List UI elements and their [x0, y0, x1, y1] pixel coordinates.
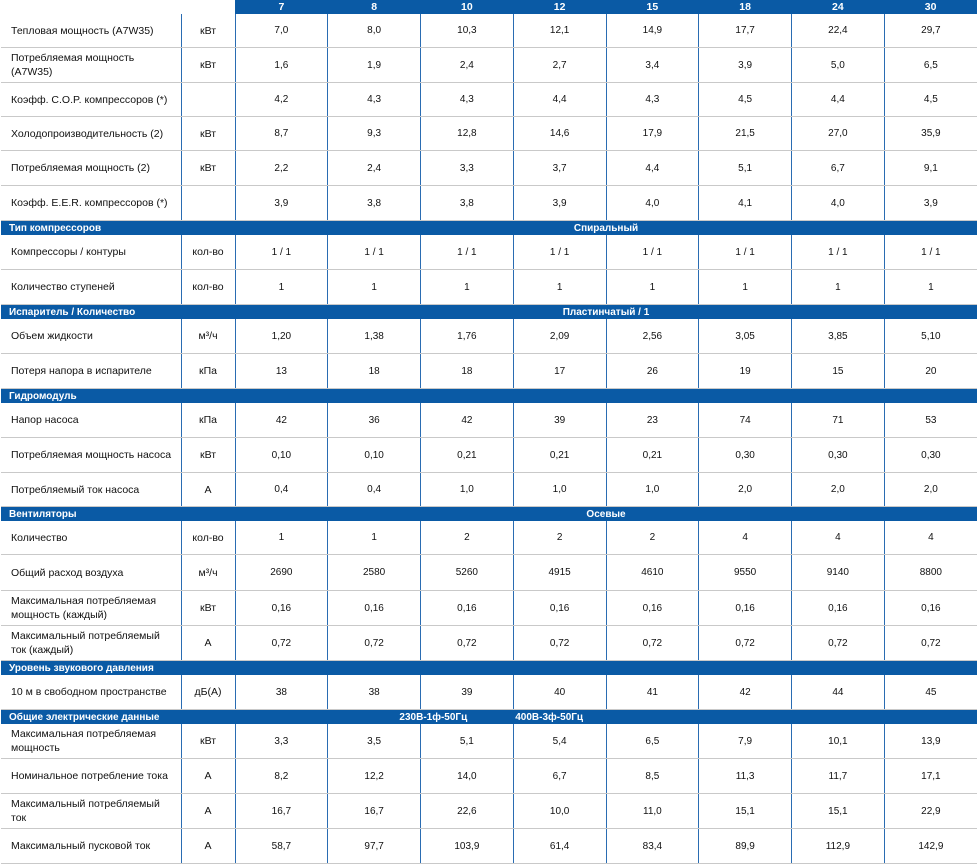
value-cell: 0,72	[699, 626, 792, 661]
value-cell: 15,1	[792, 794, 885, 829]
row-unit: А	[181, 829, 235, 864]
value-cell: 41	[606, 675, 699, 710]
value-cell: 29,7	[884, 14, 977, 48]
value-cell: 3,8	[421, 186, 514, 221]
value-cell: 74	[699, 403, 792, 438]
value-cell: 4,3	[421, 83, 514, 117]
row-label: Максимальный потребляемый ток (каждый)	[1, 626, 181, 661]
value-cell: 36	[328, 403, 421, 438]
row-label: Тепловая мощность (A7W35)	[1, 14, 181, 48]
value-cell: 5,1	[699, 151, 792, 186]
row-label: Потребляемая мощность (A7W35)	[1, 48, 181, 83]
row-unit: А	[181, 794, 235, 829]
value-cell: 1	[328, 270, 421, 305]
row-unit: кВт	[181, 48, 235, 83]
section-value: Пластинчатый / 1	[235, 305, 977, 320]
value-cell: 5260	[421, 555, 514, 591]
table-row	[1, 48, 977, 83]
table-row	[1, 521, 977, 555]
value-cell: 35,9	[884, 117, 977, 151]
value-cell: 1,6	[235, 48, 328, 83]
value-cell: 16,7	[328, 794, 421, 829]
value-cell: 4	[884, 521, 977, 555]
value-cell: 4	[792, 521, 885, 555]
value-cell: 5,10	[884, 319, 977, 354]
value-cell: 0,72	[421, 626, 514, 661]
value-cell: 1	[328, 521, 421, 555]
value-cell: 3,85	[792, 319, 885, 354]
value-cell: 0,30	[699, 438, 792, 473]
row-label: Потребляемая мощность (2)	[1, 151, 181, 186]
section-header-row	[1, 389, 977, 404]
value-cell: 1	[606, 270, 699, 305]
value-cell: 4,1	[699, 186, 792, 221]
value-cell: 2,0	[699, 473, 792, 507]
value-cell: 0,72	[606, 626, 699, 661]
value-cell: 10,3	[421, 14, 514, 48]
value-cell: 4,0	[606, 186, 699, 221]
table-row	[1, 724, 977, 759]
row-label: Максимальная потребляемая мощность (каждый)	[1, 591, 181, 626]
row-label: Количество ступеней	[1, 270, 181, 305]
value-cell: 8,5	[606, 759, 699, 794]
row-unit	[181, 186, 235, 221]
value-cell: 1,76	[421, 319, 514, 354]
value-cell: 42	[235, 403, 328, 438]
value-cell: 2,56	[606, 319, 699, 354]
value-cell: 45	[884, 675, 977, 710]
value-cell: 1	[513, 270, 606, 305]
value-cell: 0,10	[328, 438, 421, 473]
value-cell: 0,30	[792, 438, 885, 473]
value-cell: 2	[513, 521, 606, 555]
value-cell: 71	[792, 403, 885, 438]
value-cell: 1,0	[421, 473, 514, 507]
value-cell: 14,9	[606, 14, 699, 48]
value-cell: 1 / 1	[421, 235, 514, 270]
value-cell: 0,72	[792, 626, 885, 661]
section-title: Общие электрические данные	[1, 710, 235, 725]
table-row	[1, 794, 977, 829]
row-label: Напор насоса	[1, 403, 181, 438]
value-cell: 8,0	[328, 14, 421, 48]
value-cell: 17,1	[884, 759, 977, 794]
value-cell: 97,7	[328, 829, 421, 864]
value-cell: 2,7	[513, 48, 606, 83]
value-cell: 0,72	[235, 626, 328, 661]
section-value: Осевые	[235, 507, 977, 522]
value-cell: 1	[699, 270, 792, 305]
value-cell: 1	[235, 270, 328, 305]
value-cell: 3,9	[235, 186, 328, 221]
value-cell: 2	[606, 521, 699, 555]
value-cell: 17	[513, 354, 606, 389]
value-cell: 0,16	[421, 591, 514, 626]
value-cell: 3,9	[513, 186, 606, 221]
value-cell: 1 / 1	[884, 235, 977, 270]
value-cell: 15,1	[699, 794, 792, 829]
value-cell: 1 / 1	[792, 235, 885, 270]
section-value	[235, 389, 977, 404]
value-cell: 2,4	[328, 151, 421, 186]
row-label: Номинальное потребление тока	[1, 759, 181, 794]
row-unit: дБ(А)	[181, 675, 235, 710]
value-cell: 17,7	[699, 14, 792, 48]
value-cell: 18	[328, 354, 421, 389]
value-cell: 38	[328, 675, 421, 710]
model-column-header: 12	[513, 0, 606, 14]
row-unit: кВт	[181, 14, 235, 48]
value-cell: 83,4	[606, 829, 699, 864]
value-cell: 6,7	[792, 151, 885, 186]
table-row	[1, 403, 977, 438]
value-cell: 22,9	[884, 794, 977, 829]
row-label: Объем жидкости	[1, 319, 181, 354]
section-title: Тип компрессоров	[1, 221, 235, 236]
table-row	[1, 186, 977, 221]
value-cell: 12,1	[513, 14, 606, 48]
row-label: Компрессоры / контуры	[1, 235, 181, 270]
row-label: Максимальный пусковой ток	[1, 829, 181, 864]
row-unit: кВт	[181, 151, 235, 186]
row-label: Коэфф. E.E.R. компрессоров (*)	[1, 186, 181, 221]
model-column-header: 8	[328, 0, 421, 14]
value-cell: 0,16	[884, 591, 977, 626]
value-cell: 3,7	[513, 151, 606, 186]
value-cell: 142,9	[884, 829, 977, 864]
value-cell: 0,16	[235, 591, 328, 626]
table-row	[1, 319, 977, 354]
value-cell: 5,4	[513, 724, 606, 759]
value-cell: 4,4	[606, 151, 699, 186]
value-cell: 2580	[328, 555, 421, 591]
value-cell: 6,7	[513, 759, 606, 794]
value-cell: 2690	[235, 555, 328, 591]
row-unit: кПа	[181, 354, 235, 389]
value-cell: 0,72	[513, 626, 606, 661]
value-cell: 0,21	[421, 438, 514, 473]
table-row	[1, 438, 977, 473]
value-cell: 1 / 1	[606, 235, 699, 270]
value-cell: 3,8	[328, 186, 421, 221]
value-cell: 6,5	[606, 724, 699, 759]
value-cell: 1,0	[513, 473, 606, 507]
model-header-row	[1, 0, 977, 14]
value-cell: 1 / 1	[328, 235, 421, 270]
value-cell: 4915	[513, 555, 606, 591]
section-value-voltage-1ph: 230В-1ф-50Гц	[235, 710, 513, 725]
model-column-header: 15	[606, 0, 699, 14]
table-row	[1, 473, 977, 507]
value-cell: 0,72	[884, 626, 977, 661]
value-cell: 0,4	[235, 473, 328, 507]
value-cell: 14,0	[421, 759, 514, 794]
row-unit: кол-во	[181, 270, 235, 305]
section-header-row	[1, 661, 977, 676]
section-title: Вентиляторы	[1, 507, 235, 522]
row-unit: кВт	[181, 438, 235, 473]
value-cell: 0,16	[606, 591, 699, 626]
row-unit: кол-во	[181, 521, 235, 555]
value-cell: 0,16	[328, 591, 421, 626]
value-cell: 18	[421, 354, 514, 389]
value-cell: 4	[699, 521, 792, 555]
row-unit: А	[181, 473, 235, 507]
value-cell: 10,0	[513, 794, 606, 829]
value-cell: 3,9	[699, 48, 792, 83]
header-blank-cell	[1, 0, 181, 14]
value-cell: 1	[884, 270, 977, 305]
value-cell: 22,6	[421, 794, 514, 829]
value-cell: 11,7	[792, 759, 885, 794]
value-cell: 5,0	[792, 48, 885, 83]
value-cell: 53	[884, 403, 977, 438]
table-row	[1, 235, 977, 270]
value-cell: 1	[235, 521, 328, 555]
value-cell: 3,9	[884, 186, 977, 221]
value-cell: 0,72	[328, 626, 421, 661]
value-cell: 9,3	[328, 117, 421, 151]
table-row	[1, 83, 977, 117]
header-blank-cell	[181, 0, 235, 14]
value-cell: 20	[884, 354, 977, 389]
row-label: Холодопроизводительность (2)	[1, 117, 181, 151]
value-cell: 1 / 1	[699, 235, 792, 270]
section-value: Спиральный	[235, 221, 977, 236]
section-title: Гидромодуль	[1, 389, 235, 404]
table-row	[1, 151, 977, 186]
value-cell: 0,10	[235, 438, 328, 473]
row-unit: кПа	[181, 403, 235, 438]
value-cell: 44	[792, 675, 885, 710]
value-cell: 4,0	[792, 186, 885, 221]
section-header-row	[1, 710, 977, 725]
section-title: Испаритель / Количество	[1, 305, 235, 320]
value-cell: 7,9	[699, 724, 792, 759]
value-cell: 4,4	[513, 83, 606, 117]
value-cell: 42	[421, 403, 514, 438]
value-cell: 61,4	[513, 829, 606, 864]
row-unit: А	[181, 759, 235, 794]
row-label: Коэфф. C.O.P. компрессоров (*)	[1, 83, 181, 117]
value-cell: 58,7	[235, 829, 328, 864]
value-cell: 2,0	[884, 473, 977, 507]
value-cell: 3,4	[606, 48, 699, 83]
value-cell: 1,0	[606, 473, 699, 507]
value-cell: 1	[421, 270, 514, 305]
section-header-row	[1, 305, 977, 320]
table-row	[1, 675, 977, 710]
value-cell: 39	[421, 675, 514, 710]
value-cell: 8800	[884, 555, 977, 591]
value-cell: 6,5	[884, 48, 977, 83]
value-cell: 22,4	[792, 14, 885, 48]
value-cell: 4,2	[235, 83, 328, 117]
row-label: Максимальный потребляемый ток	[1, 794, 181, 829]
value-cell: 0,16	[792, 591, 885, 626]
spec-table-body	[1, 0, 977, 864]
section-header-row	[1, 221, 977, 236]
value-cell: 10,1	[792, 724, 885, 759]
value-cell: 3,3	[235, 724, 328, 759]
value-cell: 3,05	[699, 319, 792, 354]
value-cell: 15	[792, 354, 885, 389]
row-unit: А	[181, 626, 235, 661]
value-cell: 0,16	[513, 591, 606, 626]
section-title: Уровень звукового давления	[1, 661, 235, 676]
row-unit: м³/ч	[181, 555, 235, 591]
value-cell: 26	[606, 354, 699, 389]
value-cell: 38	[235, 675, 328, 710]
value-cell: 0,21	[513, 438, 606, 473]
value-cell: 4,5	[884, 83, 977, 117]
table-row	[1, 626, 977, 661]
row-unit: кол-во	[181, 235, 235, 270]
value-cell: 1,38	[328, 319, 421, 354]
model-column-header: 7	[235, 0, 328, 14]
value-cell: 5,1	[421, 724, 514, 759]
value-cell: 27,0	[792, 117, 885, 151]
value-cell: 4,3	[328, 83, 421, 117]
model-column-header: 10	[421, 0, 514, 14]
table-row	[1, 117, 977, 151]
value-cell: 2,2	[235, 151, 328, 186]
value-cell: 3,3	[421, 151, 514, 186]
row-unit	[181, 83, 235, 117]
value-cell: 89,9	[699, 829, 792, 864]
value-cell: 2	[421, 521, 514, 555]
value-cell: 16,7	[235, 794, 328, 829]
value-cell: 39	[513, 403, 606, 438]
value-cell: 12,8	[421, 117, 514, 151]
row-unit: м³/ч	[181, 319, 235, 354]
value-cell: 0,16	[699, 591, 792, 626]
value-cell: 112,9	[792, 829, 885, 864]
model-column-header: 18	[699, 0, 792, 14]
table-row	[1, 14, 977, 48]
section-value	[235, 661, 977, 676]
value-cell: 1,9	[328, 48, 421, 83]
value-cell: 9140	[792, 555, 885, 591]
row-label: Потребляемая мощность насоса	[1, 438, 181, 473]
table-row	[1, 759, 977, 794]
value-cell: 12,2	[328, 759, 421, 794]
value-cell: 1,20	[235, 319, 328, 354]
row-label: Потеря напора в испарителе	[1, 354, 181, 389]
value-cell: 1	[792, 270, 885, 305]
table-row	[1, 555, 977, 591]
row-unit: кВт	[181, 591, 235, 626]
section-value-voltage-3ph: 400В-3ф-50Гц	[513, 710, 977, 725]
value-cell: 11,3	[699, 759, 792, 794]
value-cell: 9,1	[884, 151, 977, 186]
value-cell: 2,09	[513, 319, 606, 354]
value-cell: 17,9	[606, 117, 699, 151]
value-cell: 0,4	[328, 473, 421, 507]
value-cell: 4,4	[792, 83, 885, 117]
value-cell: 23	[606, 403, 699, 438]
value-cell: 7,0	[235, 14, 328, 48]
row-unit: кВт	[181, 117, 235, 151]
value-cell: 13,9	[884, 724, 977, 759]
value-cell: 21,5	[699, 117, 792, 151]
model-column-header: 24	[792, 0, 885, 14]
value-cell: 19	[699, 354, 792, 389]
value-cell: 103,9	[421, 829, 514, 864]
model-column-header: 30	[884, 0, 977, 14]
value-cell: 11,0	[606, 794, 699, 829]
value-cell: 4,5	[699, 83, 792, 117]
value-cell: 8,2	[235, 759, 328, 794]
value-cell: 9550	[699, 555, 792, 591]
spec-table	[1, 0, 977, 864]
row-label: Количество	[1, 521, 181, 555]
table-row	[1, 829, 977, 864]
value-cell: 2,4	[421, 48, 514, 83]
value-cell: 1 / 1	[513, 235, 606, 270]
section-header-row	[1, 507, 977, 522]
value-cell: 4610	[606, 555, 699, 591]
row-label: Потребляемый ток насоса	[1, 473, 181, 507]
value-cell: 42	[699, 675, 792, 710]
value-cell: 40	[513, 675, 606, 710]
row-label: Общий расход воздуха	[1, 555, 181, 591]
value-cell: 2,0	[792, 473, 885, 507]
row-label: 10 м в свободном пространстве	[1, 675, 181, 710]
table-row	[1, 591, 977, 626]
value-cell: 3,5	[328, 724, 421, 759]
row-label: Максимальная потребляемая мощность	[1, 724, 181, 759]
value-cell: 13	[235, 354, 328, 389]
value-cell: 1 / 1	[235, 235, 328, 270]
row-unit: кВт	[181, 724, 235, 759]
value-cell: 4,3	[606, 83, 699, 117]
value-cell: 0,30	[884, 438, 977, 473]
table-row	[1, 354, 977, 389]
value-cell: 8,7	[235, 117, 328, 151]
value-cell: 0,21	[606, 438, 699, 473]
table-row	[1, 270, 977, 305]
value-cell: 14,6	[513, 117, 606, 151]
